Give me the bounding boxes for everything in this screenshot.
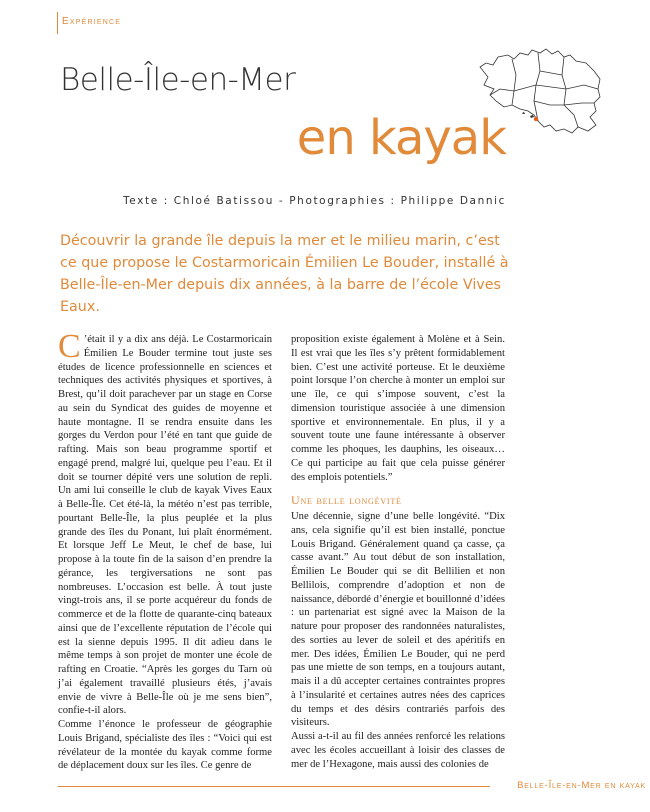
- drop-cap: C: [58, 328, 81, 365]
- title-line-2: en kayak: [296, 110, 506, 166]
- paragraph: Aussi a-t-il au fil des années renforcé les relations avec les écoles accueillant à loisir des classes de mer de l’Hexagone, mais aussi des colonies de: [291, 731, 505, 770]
- credits: Texte : Chloé Batissou - Photographies : Philippe Dannic: [123, 195, 506, 207]
- title-line-1: Belle-Île-en-Mer: [60, 62, 296, 98]
- footer-rule: [58, 786, 490, 787]
- paragraph: [58, 328, 272, 718]
- section-label: Expérience: [62, 16, 122, 27]
- paragraph: Une décennie, signe d’une belle longévité. “Dix ans, cela signifie qu’il est bien installé, ponctue Louis Brigand. Généralement quand ça casse, ça casse avant.” Au tout début de son installation, Émilien Le Bouder qui se dit Bellilien et non Bellilois, comprendre d’adoption et non de naissance, débordé d’énergie et bouillonné d’idées : un partenariat est signé avec la Maison de la nature pour proposer des randonnées naturalistes, des sorties au lever de soleil et des apéritifs en mer. Des idées, Émilien Le Bouder, qui ne perd pas une miette de son temps, en a toujours autant, mais il a dû accepter certaines contraintes propres à l’insularité et certaines autres nées des caprices du temps et des désirs contrariés parfois des visiteurs.: [291, 511, 505, 729]
- paragraph-text: ’était il y a dix ans déjà. Le Costarmoricain Émilien Le Bouder termine tout juste ses études de licence professionnelle en sciences et techniques des activités physiques et sportives, à Brest, qu’il doit parachever par un stage en Corse au sein du Syndicat des guides de moyenne et haute montagne. Il se rendra ensuite dans les gorges du Verdon pour l’été en tant que guide de rafting. Mais son beau programme sportif et engagé prend, malgré lui, quelque peu l’eau. Et il doit se tourner dépité vers une solution de repli. Un ami lui conseille le club de kayak Vives Eaux à Belle-Île. Cet été-là, la météo n’est pas terrible, pourtant Belle-Île, la plus peuplée et la plus grande des îles du Ponant, lui plaît énormément. Et lorsque Jeff Le Meut, le chef de base, lui propose à la toute fin de la saison d’en prendre la gérance, les tergiversations ne sont pas nombreuses. L’occasion est belle. À tout juste vingt-trois ans, il se porte acquéreur du fonds de commerce et de la flotte de quarante-cinq bateaux ainsi que de l’excellente réputation de l’école qui est la sienne depuis 1995. Il dit adieu dans le même temps à son projet de monter une école de rafting en Croatie. “Après les gorges du Tarn où j’ai également travaillé plusieurs étés, j’avais envie de vivre à Belle-Île où je me sens bien”, confie-t-il alors.: [58, 334, 272, 717]
- text-column-1: [58, 328, 272, 773]
- intro-paragraph: Découvrir la grande île depuis la mer et le milieu marin, c’est ce que propose le Costarmoricain Émilien Le Bouder, installé à Belle-Île-en-Mer depuis dix années, à la barre de l’école Vives Eaux.: [60, 233, 509, 315]
- header-rule: [57, 12, 58, 34]
- paragraph: proposition existe également à Molène et à Sein. Il est vrai que les îles s’y prêtent formidablement bien. C’est une activité porteuse. Et le deuxième point lorsque l’on cherche à monter un emploi sur une île, ce qui s’impose souvent, c’est la dimension touristique associée à une dimension sportive et environnementale. En plus, il y a souvent toute une faune intéressante à observer comme les phoques, les dauphins, les oiseaux… Ce qui participe au fait que cela puisse générer des emplois potentiels.”: [291, 334, 505, 483]
- running-footer: Belle-Île-en-Mer en kayak: [517, 780, 646, 791]
- paragraph: Comme l’énonce le professeur de géographie Louis Brigand, spécialiste des îles : “Voici qui est révélateur de la montée du kayak comme forme de déplacement doux sur les îles. Ce genre de: [58, 719, 272, 772]
- text-column-2: [291, 333, 505, 771]
- section-subhead: Une belle longévité: [291, 493, 402, 508]
